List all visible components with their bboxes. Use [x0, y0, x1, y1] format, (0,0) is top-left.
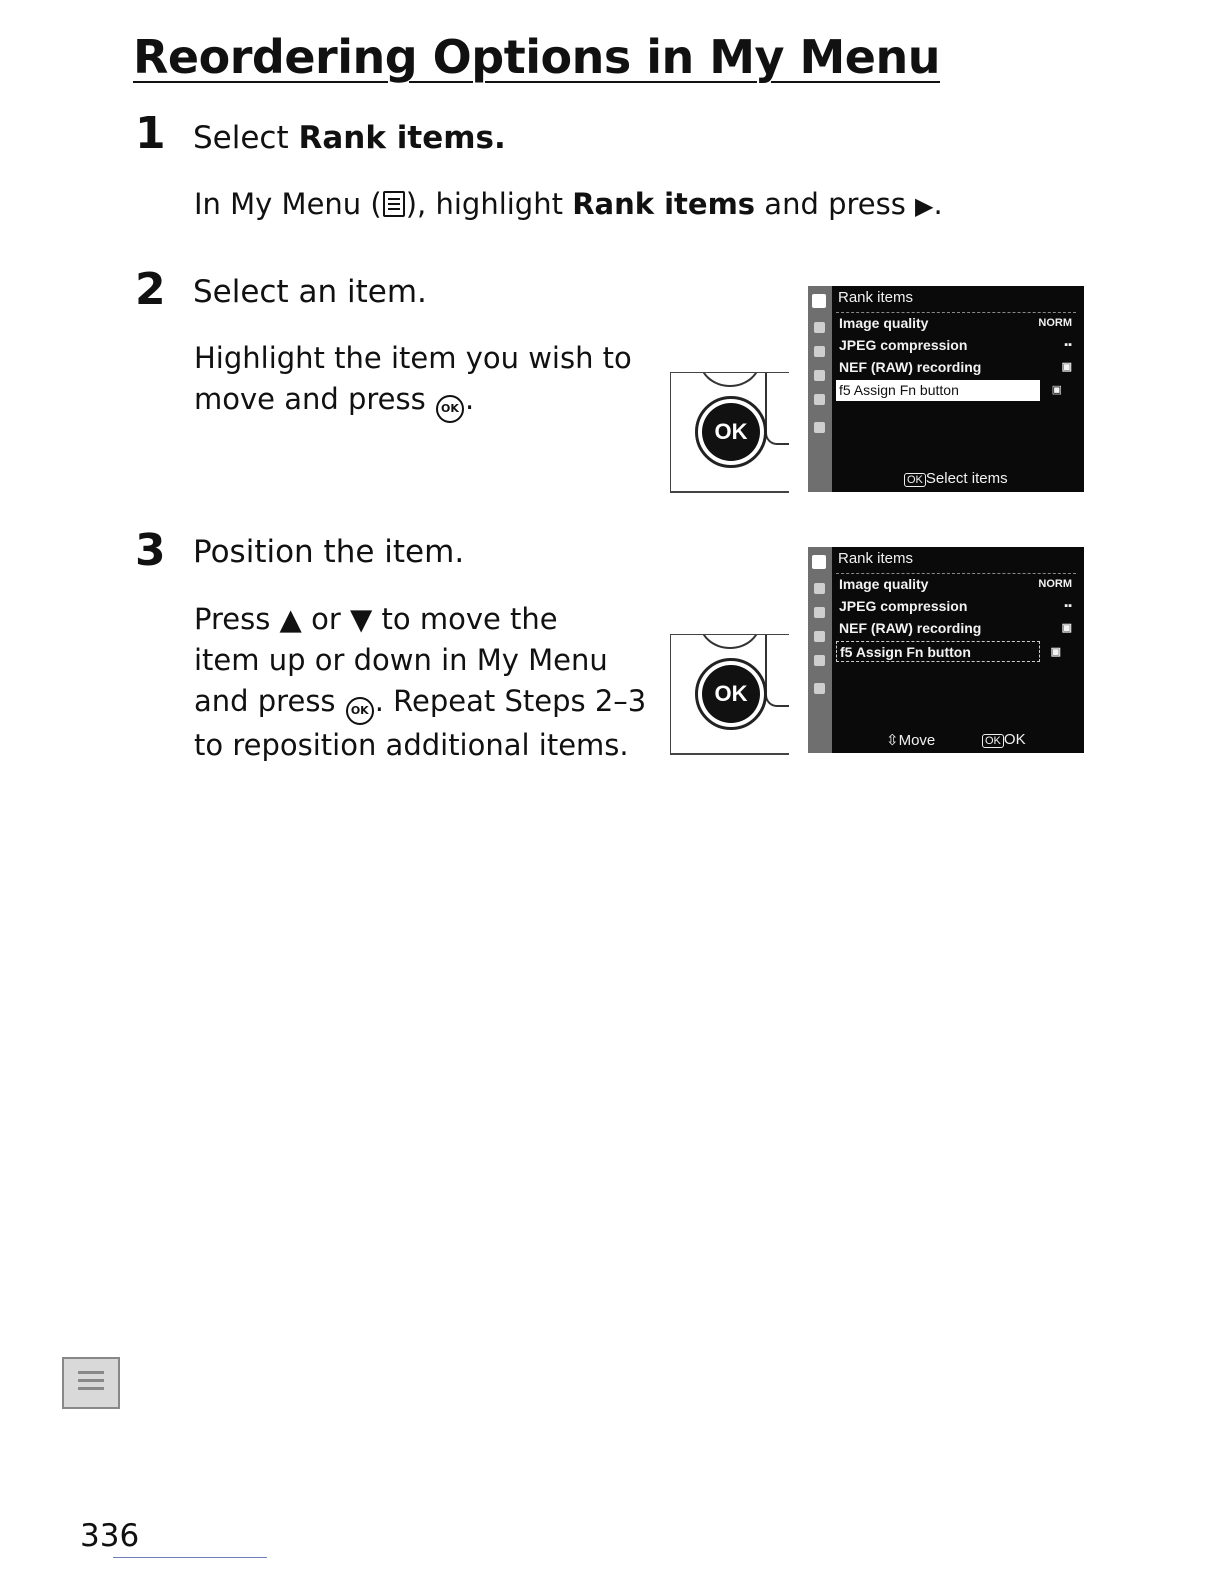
page-title: Reordering Options in My Menu — [133, 30, 940, 84]
ok-button-icon: OK — [346, 697, 374, 725]
step-3-number: 3 — [135, 525, 166, 576]
setting-icon: ▣ — [1050, 646, 1061, 658]
camera-ok-illustration-1 — [670, 372, 789, 493]
row-label: Image quality — [839, 315, 929, 331]
menu-row-image-quality[interactable] — [836, 574, 1076, 595]
footer-label: Select items — [925, 470, 1008, 487]
my-menu-icon — [383, 191, 405, 217]
menu-row-assign-fn-selected[interactable] — [836, 380, 1062, 401]
step-2-line-1: Highlight the item you wish to — [194, 341, 632, 375]
multi-selector-down-icon: ▼ — [349, 602, 373, 636]
step-3-body — [194, 599, 646, 766]
shooting-menu-tab-icon — [814, 322, 825, 333]
multi-selector-right-icon: ▶ — [915, 192, 934, 220]
custom-settings-tab-icon — [814, 607, 825, 618]
step-1-heading — [193, 120, 506, 156]
menu-tab-strip — [808, 547, 832, 753]
menu-row-image-quality[interactable] — [836, 313, 1076, 334]
retouch-menu-tab-icon — [814, 394, 825, 405]
step-1-text-c: and press — [755, 187, 916, 221]
row-label: JPEG compression — [839, 598, 968, 614]
menu-row-jpeg-compression[interactable] — [836, 596, 1076, 617]
screen-footer-move — [886, 731, 935, 749]
step-3-line-1-b: or — [301, 602, 350, 636]
lcd-screen-select-item — [808, 286, 1084, 492]
shooting-menu-tab-icon — [814, 583, 825, 594]
step-2-line-2-b: . — [464, 382, 475, 416]
step-2-line-2-a: move and press — [194, 382, 435, 416]
recent-settings-tab-icon — [814, 422, 825, 433]
step-3-line-1-a: Press — [194, 602, 280, 636]
camera-body-edge — [765, 373, 789, 445]
screen-title: Rank items — [838, 550, 914, 567]
my-menu-section-icon — [62, 1357, 120, 1409]
step-1-heading-lead: Select — [193, 120, 299, 156]
row-label: Image quality — [839, 576, 929, 592]
step-1-number: 1 — [135, 108, 166, 159]
step-1-text-a: In My Menu ( — [194, 187, 382, 221]
setup-menu-tab-icon — [814, 370, 825, 381]
ok-footer-icon: OK — [982, 734, 1004, 748]
row-label: NEF (RAW) recording — [839, 359, 982, 375]
compression-icon: ▪▪ — [1064, 600, 1072, 612]
step-1-body — [194, 184, 943, 227]
camera-ok-illustration-2 — [670, 634, 789, 755]
step-1-text-end: . — [933, 187, 943, 221]
norm-icon: NORM — [1038, 578, 1072, 590]
footer-move-label: Move — [898, 732, 936, 749]
setting-icon: ▣ — [1061, 361, 1072, 373]
lcd-screen-position-item — [808, 547, 1084, 753]
step-3-line-2: item up or down in My Menu — [194, 643, 608, 677]
footer-rule — [113, 1557, 267, 1558]
step-1-heading-bold: Rank items. — [298, 120, 506, 156]
ok-button[interactable]: OK — [702, 665, 760, 723]
dial-arc — [699, 372, 761, 387]
menu-row-nef-recording[interactable] — [836, 618, 1076, 639]
step-1-text-bold: Rank items — [572, 187, 756, 221]
my-menu-tab-icon — [812, 294, 826, 308]
retouch-menu-tab-icon — [814, 655, 825, 666]
norm-icon: NORM — [1038, 317, 1072, 329]
step-3-line-1-c: to move the — [372, 602, 558, 636]
footer-ok-label: OK — [1003, 731, 1026, 748]
row-label: NEF (RAW) recording — [839, 620, 982, 636]
setup-menu-tab-icon — [814, 631, 825, 642]
multi-selector-up-icon: ▲ — [279, 602, 302, 636]
recent-settings-tab-icon — [814, 683, 825, 694]
step-3-heading: Position the item. — [193, 534, 465, 570]
compression-icon: ▪▪ — [1064, 339, 1072, 351]
menu-row-nef-recording[interactable] — [836, 357, 1076, 378]
step-2-heading: Select an item. — [193, 274, 427, 310]
ok-button[interactable]: OK — [702, 403, 760, 461]
step-3-line-3-b: . Repeat Steps 2–3 — [374, 684, 647, 718]
menu-row-jpeg-compression[interactable] — [836, 335, 1076, 356]
my-menu-tab-icon — [812, 555, 826, 569]
screen-footer-ok — [982, 731, 1026, 748]
camera-body-edge — [765, 635, 789, 707]
step-1-text-b: ), highlight — [405, 187, 573, 221]
menu-row-assign-fn-moving[interactable] — [836, 641, 1061, 662]
page-number: 336 — [80, 1518, 140, 1554]
dial-arc — [699, 634, 761, 649]
step-3-line-4: to reposition additional items. — [194, 728, 629, 762]
ok-button-icon: OK — [436, 395, 464, 423]
row-label: f5 Assign Fn button — [840, 644, 971, 660]
setting-icon: ▣ — [1061, 622, 1072, 634]
screen-footer — [904, 470, 1008, 487]
row-label: f5 Assign Fn button — [839, 382, 959, 398]
menu-tab-strip — [808, 286, 832, 492]
row-label: JPEG compression — [839, 337, 968, 353]
move-footer-icon: ⇳ — [886, 732, 899, 749]
step-2-number: 2 — [135, 264, 166, 315]
step-3-line-3-a: and press — [194, 684, 345, 718]
custom-settings-tab-icon — [814, 346, 825, 357]
step-2-body — [194, 338, 632, 423]
setting-icon: ▣ — [1051, 384, 1062, 396]
ok-footer-icon: OK — [904, 473, 926, 487]
screen-title: Rank items — [838, 289, 914, 306]
